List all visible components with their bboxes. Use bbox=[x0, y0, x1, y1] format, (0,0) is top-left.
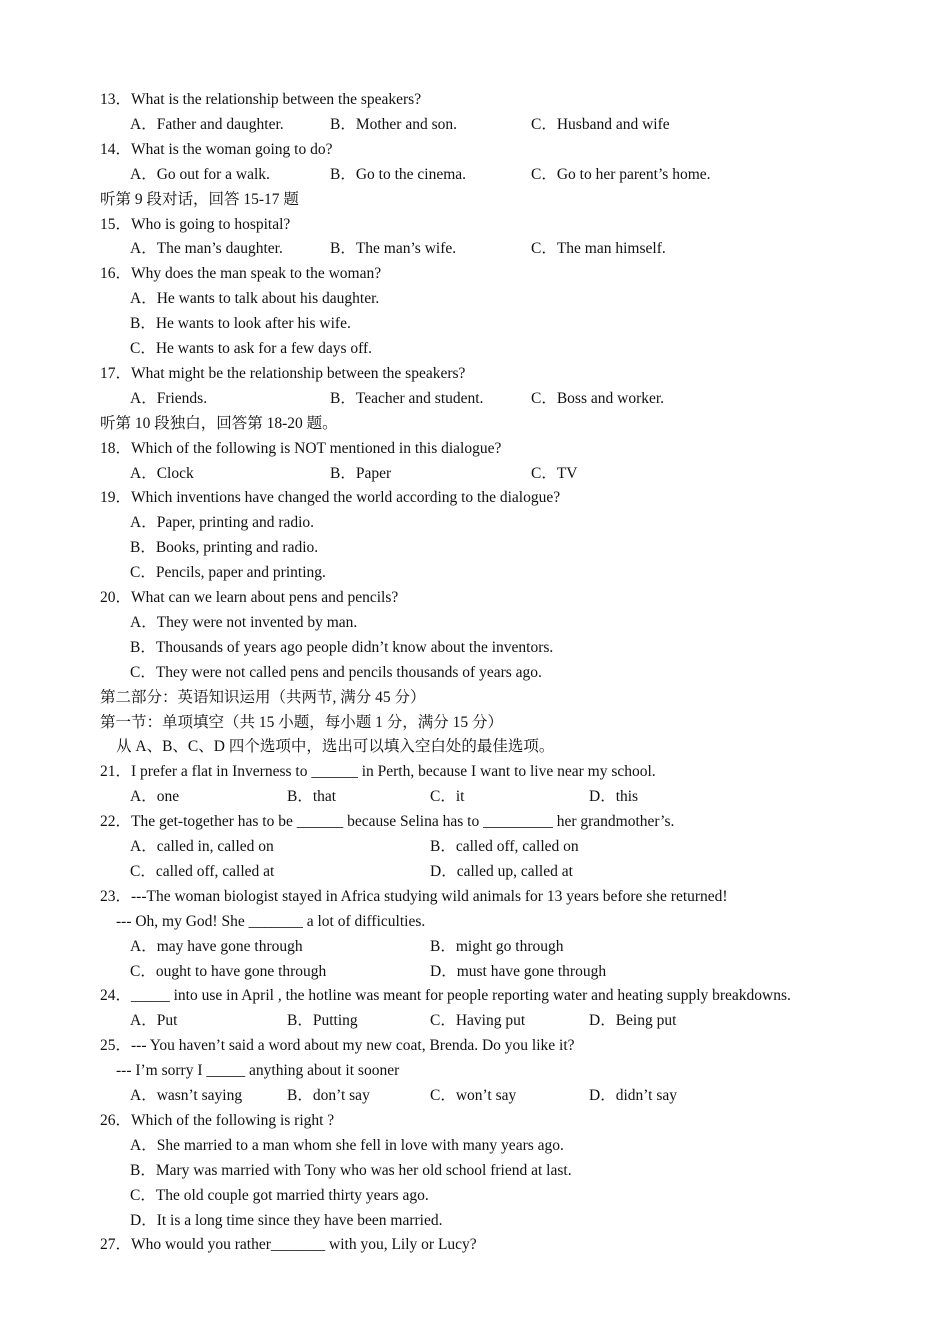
answer-option: A．Put bbox=[130, 1012, 178, 1030]
question-stem: 21．I prefer a flat in Inverness to ______ in Perth, because I want to live near my school. bbox=[100, 763, 656, 781]
answer-option: C．The old couple got married thirty years ago. bbox=[130, 1186, 429, 1204]
answer-option: A．Go out for a walk. bbox=[130, 165, 270, 183]
answer-option: D．Being put bbox=[589, 1012, 677, 1030]
answer-option: A．Father and daughter. bbox=[130, 115, 284, 133]
question-stem: 24．_____ into use in April , the hotline was meant for people reporting water and heating supply breakdowns. bbox=[100, 987, 791, 1005]
section-heading: 从 A、B、C、D 四个选项中，选出可以填入空白处的最佳选项。 bbox=[116, 738, 555, 756]
answer-option: D．this bbox=[589, 788, 639, 806]
answer-option: A．may have gone through bbox=[130, 937, 303, 955]
question-stem: 27．Who would you rather_______ with you, Lily or Lucy? bbox=[100, 1236, 477, 1254]
answer-option: B．called off, called on bbox=[430, 838, 579, 855]
answer-option: D．It is a long time since they have been married. bbox=[130, 1211, 443, 1229]
answer-option: A．They were not invented by man. bbox=[130, 613, 358, 631]
answer-option: B．Putting bbox=[287, 1012, 358, 1030]
answer-option: B．Go to the cinema. bbox=[330, 165, 467, 183]
answer-option: B．might go through bbox=[430, 937, 564, 955]
question-stem: 18．Which of the following is NOT mentioned in this dialogue? bbox=[100, 439, 502, 457]
answer-option: A．He wants to talk about his daughter. bbox=[130, 290, 380, 308]
answer-option: A．Friends. bbox=[130, 389, 208, 407]
answer-option: C．won’t say bbox=[430, 1087, 517, 1104]
answer-option: --- Oh, my God! She _______ a lot of difficulties. bbox=[116, 912, 426, 930]
answer-option: C．TV bbox=[531, 464, 578, 482]
answer-option: C．They were not called pens and pencils thousands of years ago. bbox=[130, 663, 542, 681]
answer-option: B．don’t say bbox=[287, 1087, 370, 1104]
answer-option: C．Having put bbox=[430, 1012, 526, 1030]
question-stem: 23．---The woman biologist stayed in Africa studying wild animals for 13 years before she returned! bbox=[100, 887, 728, 905]
answer-option: C．The man himself. bbox=[531, 240, 666, 258]
answer-option: C．called off, called at bbox=[130, 862, 275, 880]
answer-option: B．Mother and son. bbox=[330, 115, 458, 133]
question-stem: 17．What might be the relationship between the speakers? bbox=[100, 364, 466, 382]
answer-option: A．She married to a man whom she fell in love with many years ago. bbox=[130, 1136, 564, 1154]
answer-option: A．wasn’t saying bbox=[130, 1087, 243, 1104]
answer-option: D．must have gone through bbox=[430, 962, 607, 980]
answer-option: C．He wants to ask for a few days off. bbox=[130, 340, 373, 357]
question-stem: 15．Who is going to hospital? bbox=[100, 215, 291, 233]
answer-option: C．it bbox=[430, 788, 465, 806]
section-heading: 第二部分：英语知识运用（共两节, 满分 45 分） bbox=[100, 688, 426, 706]
section-heading: 第一节：单项填空（共 15 小题，每小题 1 分，满分 15 分） bbox=[100, 713, 504, 731]
question-stem: 25．--- You haven’t said a word about my new coat, Brenda. Do you like it? bbox=[100, 1037, 575, 1055]
answer-option: C．Pencils, paper and printing. bbox=[130, 564, 326, 582]
answer-option: D．called up, called at bbox=[430, 862, 573, 880]
question-stem: 20．What can we learn about pens and pencils? bbox=[100, 589, 399, 606]
answer-option: B．Books, printing and radio. bbox=[130, 539, 319, 557]
answer-option: --- I’m sorry I _____ anything about it sooner bbox=[116, 1062, 400, 1080]
answer-option: A．Paper, printing and radio. bbox=[130, 514, 315, 532]
answer-option: B．Teacher and student. bbox=[330, 389, 484, 407]
answer-option: B．Mary was married with Tony who was her old school friend at last. bbox=[130, 1161, 572, 1179]
answer-option: B．He wants to look after his wife. bbox=[130, 315, 351, 333]
question-stem: 16．Why does the man speak to the woman? bbox=[100, 265, 382, 283]
answer-option: A．Clock bbox=[130, 464, 194, 482]
question-stem: 22．The get-together has to be ______ because Selina has to _________ her grandmother’s. bbox=[100, 813, 675, 831]
question-stem: 14．What is the woman going to do? bbox=[100, 140, 333, 158]
answer-option: B．Paper bbox=[330, 464, 392, 482]
answer-option: D．didn’t say bbox=[589, 1087, 677, 1104]
answer-option: B．that bbox=[287, 788, 337, 806]
answer-option: A．called in, called on bbox=[130, 838, 274, 855]
answer-option: C．ought to have gone through bbox=[130, 962, 327, 980]
section-heading: 听第 10 段独白，回答第 18-20 题。 bbox=[100, 414, 338, 432]
answer-option: C．Husband and wife bbox=[531, 115, 670, 133]
question-stem: 13．What is the relationship between the speakers? bbox=[100, 91, 422, 108]
question-stem: 19．Which inventions have changed the world according to the dialogue? bbox=[100, 489, 561, 507]
answer-option: C．Boss and worker. bbox=[531, 389, 665, 407]
answer-option: C．Go to her parent’s home. bbox=[531, 165, 711, 183]
answer-option: A．The man’s daughter. bbox=[130, 240, 283, 258]
section-heading: 听第 9 段对话，回答 15-17 题 bbox=[100, 190, 299, 208]
question-stem: 26．Which of the following is right ? bbox=[100, 1111, 335, 1129]
answer-option: B．The man’s wife. bbox=[330, 240, 457, 258]
answer-option: A．one bbox=[130, 788, 180, 806]
answer-option: B．Thousands of years ago people didn’t know about the inventors. bbox=[130, 638, 554, 656]
